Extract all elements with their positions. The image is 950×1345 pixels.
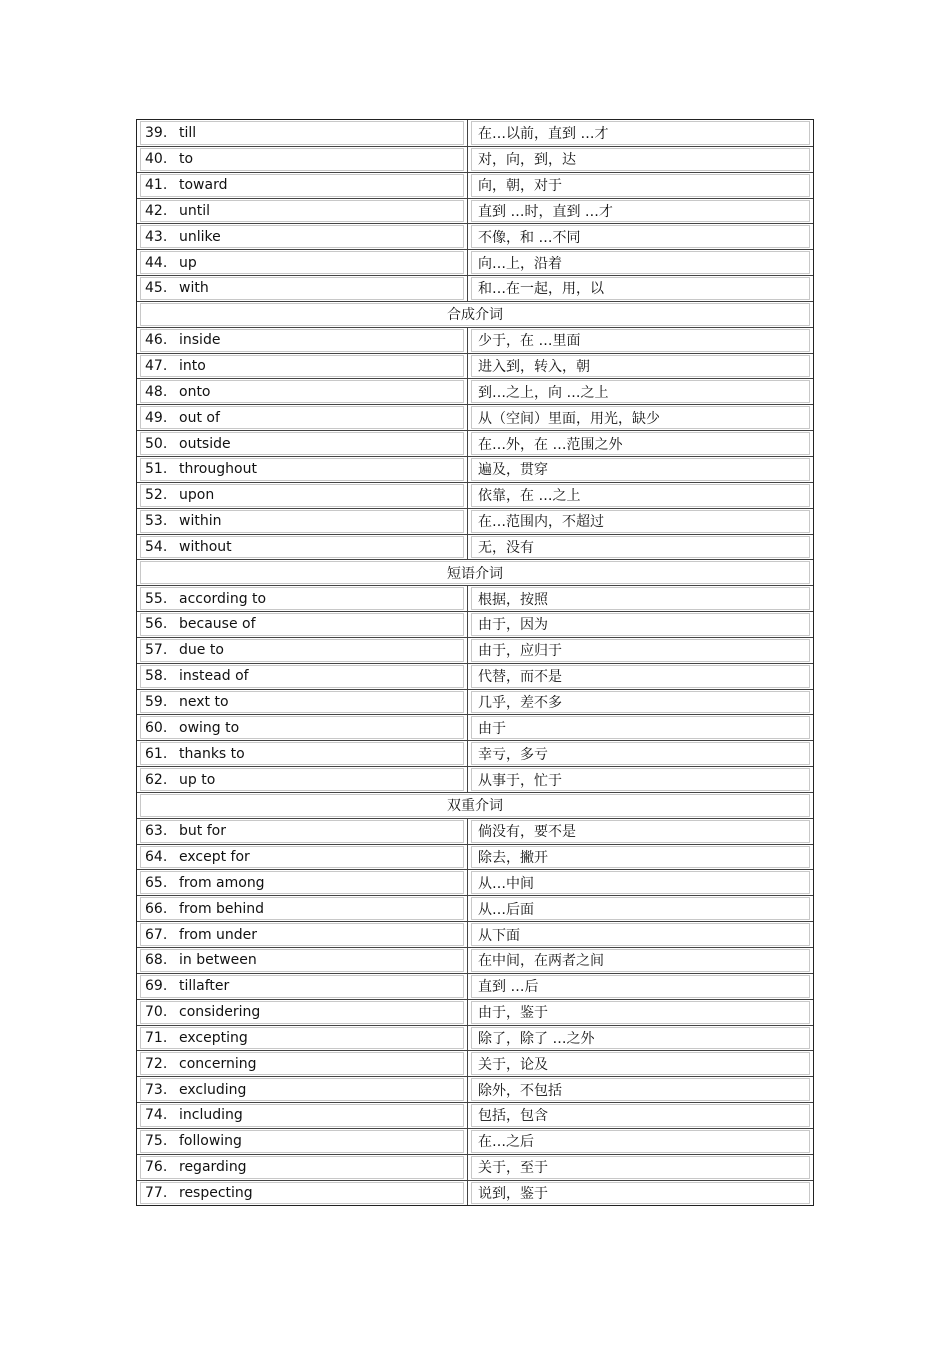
- table-row: [137, 249, 813, 275]
- chinese-meaning: 由于，因为: [471, 613, 810, 636]
- english-cell-box: [140, 949, 464, 972]
- table-row: [137, 275, 813, 301]
- table-row: [137, 611, 813, 637]
- section-title: 双重介词: [140, 794, 810, 817]
- english-cell: [137, 328, 468, 353]
- table-row: [137, 172, 813, 198]
- preposition-table: [136, 119, 814, 1206]
- chinese-meaning: 在中间，在两者之间: [471, 949, 810, 972]
- english-cell-box: [140, 1104, 464, 1127]
- chinese-meaning: 除了，除了 …之外: [471, 1027, 810, 1050]
- chinese-meaning: 由于，应归于: [471, 639, 810, 662]
- chinese-meaning: 说到，鉴于: [471, 1182, 810, 1205]
- english-cell-box: [140, 820, 464, 843]
- chinese-meaning: 在…外，在 …范围之外: [471, 432, 810, 455]
- english-cell-box: [140, 1052, 464, 1075]
- chinese-cell: [468, 664, 813, 689]
- english-cell: [137, 483, 468, 508]
- english-cell-box: [140, 613, 464, 636]
- item-number: 44.: [145, 254, 168, 271]
- chinese-cell: [468, 1077, 813, 1102]
- chinese-cell: [468, 819, 813, 844]
- table-row: [137, 508, 813, 534]
- item-number: 47.: [145, 358, 168, 375]
- chinese-cell: [468, 948, 813, 973]
- english-term: toward: [179, 177, 228, 194]
- chinese-meaning: 从…中间: [471, 871, 810, 894]
- english-cell-box: [140, 639, 464, 662]
- english-term: up: [179, 254, 197, 271]
- chinese-cell: [468, 1103, 813, 1128]
- english-cell-box: [140, 768, 464, 791]
- item-number: 39.: [145, 124, 168, 141]
- english-cell-box: [140, 121, 464, 145]
- section-header-cell: [137, 793, 813, 818]
- english-cell-box: [140, 923, 464, 946]
- item-number: 74.: [145, 1107, 168, 1124]
- english-cell: [137, 845, 468, 870]
- table-row: [137, 663, 813, 689]
- english-term: inside: [179, 332, 221, 349]
- chinese-meaning: 除外，不包括: [471, 1078, 810, 1101]
- table-row: [137, 714, 813, 740]
- english-term: up to: [179, 771, 216, 788]
- english-cell: [137, 431, 468, 456]
- english-term: from among: [179, 874, 265, 891]
- chinese-cell: [468, 431, 813, 456]
- chinese-meaning: 倘没有，要不是: [471, 820, 810, 843]
- chinese-cell: [468, 1129, 813, 1154]
- chinese-meaning: 进入到，转入，朝: [471, 355, 810, 378]
- english-term: thanks to: [179, 745, 245, 762]
- table-row: [137, 353, 813, 379]
- section-header-cell: [137, 560, 813, 585]
- item-number: 51.: [145, 461, 168, 478]
- table-row: [137, 689, 813, 715]
- english-term: respecting: [179, 1185, 253, 1202]
- item-number: 70.: [145, 1004, 168, 1021]
- chinese-meaning: 少于，在 …里面: [471, 329, 810, 352]
- english-cell: [137, 1155, 468, 1180]
- english-cell: [137, 120, 468, 146]
- table-row: [137, 973, 813, 999]
- section-header-cell: [137, 302, 813, 327]
- english-cell: [137, 199, 468, 224]
- english-cell-box: [140, 174, 464, 197]
- item-number: 66.: [145, 900, 168, 917]
- chinese-meaning: 幸亏，多亏: [471, 742, 810, 765]
- item-number: 65.: [145, 874, 168, 891]
- chinese-cell: [468, 199, 813, 224]
- item-number: 46.: [145, 332, 168, 349]
- table-row: [137, 1180, 813, 1206]
- english-cell-box: [140, 975, 464, 998]
- english-cell: [137, 1000, 468, 1025]
- english-term: instead of: [179, 668, 249, 685]
- english-term: concerning: [179, 1055, 257, 1072]
- table-row: [137, 1154, 813, 1180]
- english-term: except for: [179, 849, 250, 866]
- table-row: [137, 921, 813, 947]
- item-number: 41.: [145, 177, 168, 194]
- english-term: next to: [179, 693, 229, 710]
- chinese-cell: [468, 509, 813, 534]
- english-cell-box: [140, 458, 464, 481]
- table-row: [137, 1102, 813, 1128]
- chinese-cell: [468, 120, 813, 146]
- english-cell-box: [140, 1130, 464, 1153]
- english-cell: [137, 1129, 468, 1154]
- item-number: 71.: [145, 1029, 168, 1046]
- table-row: [137, 120, 813, 146]
- english-term: regarding: [179, 1159, 247, 1176]
- item-number: 76.: [145, 1159, 168, 1176]
- section-title: 合成介词: [140, 303, 810, 326]
- chinese-cell: [468, 870, 813, 895]
- item-number: 69.: [145, 978, 168, 995]
- table-row: [137, 404, 813, 430]
- english-cell-box: [140, 1156, 464, 1179]
- chinese-meaning: 关于，至于: [471, 1156, 810, 1179]
- table-row: [137, 869, 813, 895]
- table-row: [137, 895, 813, 921]
- english-cell: [137, 1181, 468, 1206]
- chinese-cell: [468, 405, 813, 430]
- english-cell-box: [140, 277, 464, 300]
- table-row: [137, 378, 813, 404]
- chinese-meaning: 不像，和 …不同: [471, 225, 810, 248]
- chinese-meaning: 直到 …后: [471, 975, 810, 998]
- english-cell-box: [140, 846, 464, 869]
- english-term: throughout: [179, 461, 257, 478]
- chinese-meaning: 根据，按照: [471, 587, 810, 610]
- chinese-meaning: 和…在一起，用，以: [471, 277, 810, 300]
- chinese-cell: [468, 173, 813, 198]
- chinese-meaning: 无，没有: [471, 536, 810, 559]
- english-term: upon: [179, 487, 215, 504]
- english-cell: [137, 586, 468, 611]
- english-cell-box: [140, 148, 464, 171]
- english-cell: [137, 974, 468, 999]
- chinese-meaning: 从事于，忙于: [471, 768, 810, 791]
- english-term: to: [179, 151, 194, 168]
- item-number: 73.: [145, 1081, 168, 1098]
- english-term: owing to: [179, 719, 240, 736]
- item-number: 63.: [145, 823, 168, 840]
- english-cell-box: [140, 897, 464, 920]
- item-number: 52.: [145, 487, 168, 504]
- item-number: 55.: [145, 590, 168, 607]
- chinese-cell: [468, 974, 813, 999]
- table-row: [137, 585, 813, 611]
- english-cell: [137, 173, 468, 198]
- english-term: excluding: [179, 1081, 247, 1098]
- chinese-meaning: 到…之上，向 …之上: [471, 380, 810, 403]
- item-number: 43.: [145, 228, 168, 245]
- english-term: because of: [179, 616, 256, 633]
- item-number: 58.: [145, 668, 168, 685]
- english-cell: [137, 664, 468, 689]
- chinese-meaning: 直到 …时，直到 …才: [471, 200, 810, 223]
- item-number: 48.: [145, 383, 168, 400]
- table-row: [137, 198, 813, 224]
- chinese-meaning: 在…之后: [471, 1130, 810, 1153]
- english-cell: [137, 1077, 468, 1102]
- chinese-cell: [468, 1000, 813, 1025]
- chinese-cell: [468, 354, 813, 379]
- english-cell-box: [140, 225, 464, 248]
- english-term: but for: [179, 823, 226, 840]
- english-cell-box: [140, 1027, 464, 1050]
- table-row: [137, 430, 813, 456]
- english-cell: [137, 224, 468, 249]
- chinese-cell: [468, 328, 813, 353]
- english-cell-box: [140, 871, 464, 894]
- chinese-cell: [468, 483, 813, 508]
- item-number: 45.: [145, 280, 168, 297]
- chinese-cell: [468, 1181, 813, 1206]
- chinese-meaning: 向，朝，对于: [471, 174, 810, 197]
- english-term: following: [179, 1133, 242, 1150]
- english-cell: [137, 1103, 468, 1128]
- chinese-cell: [468, 715, 813, 740]
- item-number: 50.: [145, 435, 168, 452]
- english-cell-box: [140, 1078, 464, 1101]
- english-term: including: [179, 1107, 243, 1124]
- section-header-row: [137, 301, 813, 327]
- english-cell-box: [140, 716, 464, 739]
- english-cell: [137, 870, 468, 895]
- table-row: [137, 766, 813, 792]
- table-row: [137, 637, 813, 663]
- english-term: out of: [179, 409, 220, 426]
- english-term: unlike: [179, 228, 221, 245]
- chinese-cell: [468, 1155, 813, 1180]
- chinese-cell: [468, 638, 813, 663]
- item-number: 77.: [145, 1185, 168, 1202]
- item-number: 57.: [145, 642, 168, 659]
- item-number: 67.: [145, 926, 168, 943]
- english-cell: [137, 922, 468, 947]
- table-row: [137, 1076, 813, 1102]
- english-term: within: [179, 513, 222, 530]
- english-term: outside: [179, 435, 231, 452]
- item-number: 59.: [145, 693, 168, 710]
- english-term: till: [179, 124, 197, 141]
- chinese-meaning: 除去，撇开: [471, 846, 810, 869]
- english-cell-box: [140, 1001, 464, 1024]
- item-number: 54.: [145, 538, 168, 555]
- chinese-cell: [468, 147, 813, 172]
- english-term: due to: [179, 642, 224, 659]
- table-row: [137, 818, 813, 844]
- chinese-meaning: 对，向，到，达: [471, 148, 810, 171]
- english-cell-box: [140, 355, 464, 378]
- english-cell-box: [140, 536, 464, 559]
- section-header-row: [137, 559, 813, 585]
- chinese-cell: [468, 922, 813, 947]
- english-cell: [137, 1051, 468, 1076]
- chinese-cell: [468, 896, 813, 921]
- english-term: until: [179, 202, 211, 219]
- chinese-meaning: 代替，而不是: [471, 665, 810, 688]
- item-number: 72.: [145, 1055, 168, 1072]
- english-term: according to: [179, 590, 267, 607]
- english-cell-box: [140, 484, 464, 507]
- english-cell-box: [140, 329, 464, 352]
- chinese-meaning: 包括，包含: [471, 1104, 810, 1127]
- english-cell: [137, 147, 468, 172]
- table-row: [137, 740, 813, 766]
- english-cell: [137, 948, 468, 973]
- english-cell: [137, 535, 468, 560]
- table-row: [137, 947, 813, 973]
- english-cell: [137, 354, 468, 379]
- table-row: [137, 1128, 813, 1154]
- english-term: considering: [179, 1004, 261, 1021]
- table-row: [137, 482, 813, 508]
- english-cell-box: [140, 510, 464, 533]
- english-cell: [137, 1026, 468, 1051]
- english-cell-box: [140, 691, 464, 714]
- chinese-cell: [468, 586, 813, 611]
- english-cell: [137, 767, 468, 792]
- item-number: 68.: [145, 952, 168, 969]
- english-cell: [137, 276, 468, 301]
- item-number: 64.: [145, 849, 168, 866]
- chinese-meaning: 在…范围内，不超过: [471, 510, 810, 533]
- item-number: 61.: [145, 745, 168, 762]
- english-cell-box: [140, 200, 464, 223]
- section-header-row: [137, 792, 813, 818]
- english-cell-box: [140, 665, 464, 688]
- english-cell: [137, 690, 468, 715]
- english-cell: [137, 405, 468, 430]
- item-number: 49.: [145, 409, 168, 426]
- chinese-cell: [468, 612, 813, 637]
- item-number: 56.: [145, 616, 168, 633]
- chinese-cell: [468, 1051, 813, 1076]
- english-cell-box: [140, 587, 464, 610]
- chinese-cell: [468, 690, 813, 715]
- english-cell-box: [140, 406, 464, 429]
- english-cell: [137, 741, 468, 766]
- chinese-meaning: 从下面: [471, 923, 810, 946]
- english-cell-box: [140, 432, 464, 455]
- table-row: [137, 534, 813, 560]
- english-cell-box: [140, 1182, 464, 1205]
- item-number: 60.: [145, 719, 168, 736]
- chinese-cell: [468, 767, 813, 792]
- chinese-cell: [468, 224, 813, 249]
- english-term: from behind: [179, 900, 265, 917]
- chinese-meaning: 在…以前，直到 …才: [471, 121, 810, 145]
- english-cell: [137, 715, 468, 740]
- chinese-meaning: 从（空间）里面，用光，缺少: [471, 406, 810, 429]
- english-cell-box: [140, 742, 464, 765]
- english-cell: [137, 457, 468, 482]
- chinese-meaning: 由于，鉴于: [471, 1001, 810, 1024]
- chinese-meaning: 由于: [471, 716, 810, 739]
- chinese-cell: [468, 379, 813, 404]
- table-row: [137, 999, 813, 1025]
- english-cell: [137, 638, 468, 663]
- chinese-meaning: 向…上，沿着: [471, 251, 810, 274]
- chinese-meaning: 从…后面: [471, 897, 810, 920]
- table-row: [137, 1025, 813, 1051]
- english-cell: [137, 250, 468, 275]
- english-term: into: [179, 358, 206, 375]
- chinese-cell: [468, 276, 813, 301]
- english-term: without: [179, 538, 232, 555]
- section-title: 短语介词: [140, 561, 810, 584]
- table-row: [137, 1050, 813, 1076]
- chinese-meaning: 依靠，在 …之上: [471, 484, 810, 507]
- chinese-cell: [468, 1026, 813, 1051]
- table-row: [137, 327, 813, 353]
- table-row: [137, 223, 813, 249]
- english-cell: [137, 819, 468, 844]
- english-cell: [137, 509, 468, 534]
- table-row: [137, 146, 813, 172]
- english-cell: [137, 379, 468, 404]
- chinese-cell: [468, 741, 813, 766]
- english-term: from under: [179, 926, 258, 943]
- table-row: [137, 456, 813, 482]
- english-term: onto: [179, 383, 211, 400]
- item-number: 40.: [145, 151, 168, 168]
- english-term: tillafter: [179, 978, 230, 995]
- english-term: in between: [179, 952, 257, 969]
- english-cell: [137, 612, 468, 637]
- english-term: excepting: [179, 1029, 248, 1046]
- chinese-cell: [468, 250, 813, 275]
- english-term: with: [179, 280, 209, 297]
- chinese-meaning: 遍及，贯穿: [471, 458, 810, 481]
- english-cell: [137, 896, 468, 921]
- chinese-cell: [468, 457, 813, 482]
- chinese-meaning: 几乎，差不多: [471, 691, 810, 714]
- english-cell-box: [140, 251, 464, 274]
- table-row: [137, 844, 813, 870]
- item-number: 62.: [145, 771, 168, 788]
- item-number: 42.: [145, 202, 168, 219]
- chinese-meaning: 关于，论及: [471, 1052, 810, 1075]
- chinese-cell: [468, 535, 813, 560]
- english-cell-box: [140, 380, 464, 403]
- item-number: 53.: [145, 513, 168, 530]
- chinese-cell: [468, 845, 813, 870]
- item-number: 75.: [145, 1133, 168, 1150]
